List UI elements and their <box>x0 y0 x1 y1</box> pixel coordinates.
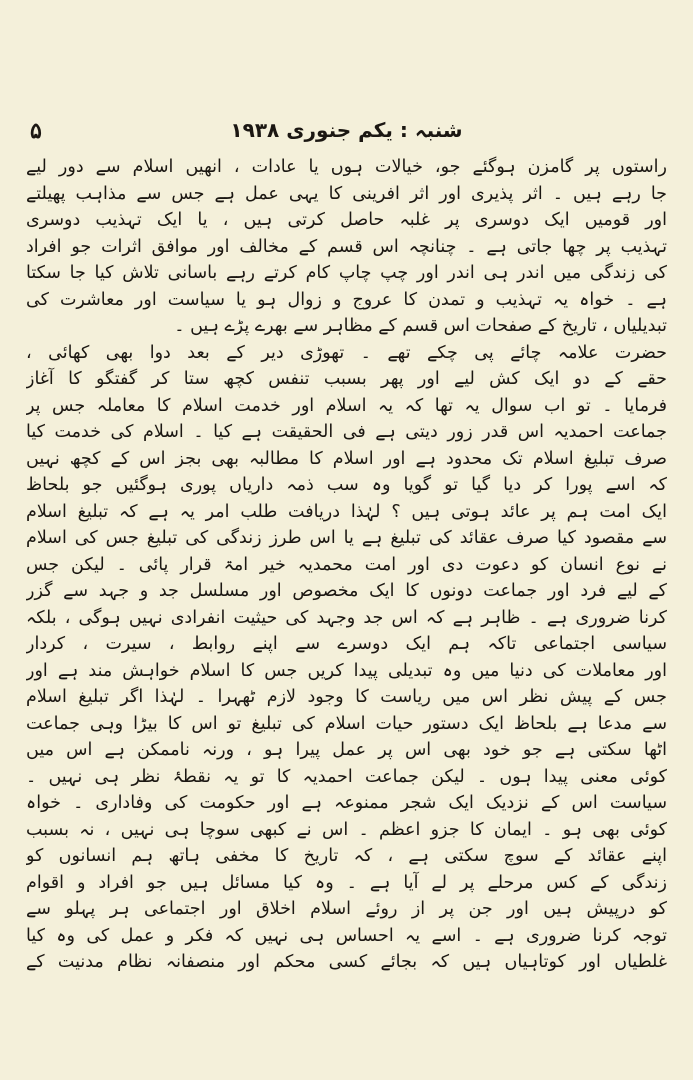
text-line: کہ اسے پورا کر دیا گیا تو گویا وہ سب ذمہ داریاں پوری ہوگئیں جو بلحاظ <box>26 475 667 495</box>
text-line: حقے کے دو ایک کش لیے اور پھر بسبب تنفس کچھ ستا کر گفتگو کا آغاز <box>26 369 667 389</box>
text-line: راستوں پر گامزن ہوگئے جو، خیالات ہوں یا عادات ، انھیں اسلام سے دور لیے <box>26 157 667 177</box>
text-line: جماعت احمدیہ اس قدر زور دیتی ہے فی الحقیقت ہے کیا ۔ اسلام کی خدمت کیا <box>26 422 667 442</box>
body-text <box>26 154 667 976</box>
text-line: سے مقصود کیا صرف عقائد کی تبلیغ ہے یا اس طرز زندگی کی تبلیغ جس کی اسلام <box>26 528 667 548</box>
text-line: کی زندگی میں اندر ہی اندر اور چپ چاپ کام کرتے رہے باسانی تلاش کیا جا سکتا <box>26 263 667 283</box>
text-line: ہے ۔ خواہ یہ تہذیب و تمدن کا عروج و زوال ہو یا سیاست اور معاشرت کی <box>26 289 667 310</box>
text-line: جا رہے ہیں ۔ اثر پذیری اور اثر افرینی کا یہی عمل ہے جس سے مذاہب پھیلتے <box>26 183 667 204</box>
text-line: کوئی معنی پیدا ہوں ۔ لیکن جماعت احمدیہ کا تو یہ نقطۂ نظر ہی نہیں ۔ <box>26 766 667 787</box>
page-number: ۵ <box>30 118 42 144</box>
text-line: حضرت علامہ چائے پی چکے تھے ۔ تھوڑی دیر کے بعد دوا بھی کھائی ، <box>26 342 667 363</box>
text-line: جس کے پیش نظر اس میں ریاست کا وجود لازم ٹھہرا ۔ لہٰذا اگر تبلیغ اسلام <box>26 687 667 707</box>
text-line: اپنے عقائد کے سوچ سکتی ہے ، کہ تاریخ کا مخفی ہاتھ ہم انسانوں کو <box>26 846 667 866</box>
text-line: سیاست اس کے نزدیک ایک شجر ممنوعہ ہے اور حکومت کی وفاداری ۔ خواہ <box>26 793 667 813</box>
text-line: سے مدعا ہے بلحاظ ایک دستور حیات اسلام کی تبلیغ تو اس کا بیڑا وہی جماعت <box>26 713 667 734</box>
text-line: اٹھا سکتی ہے جو خود بھی اس پر عمل پیرا ہو ، ورنہ ناممکن ہے اس میں <box>26 740 667 760</box>
text-line: زندگی کے کس مرحلے پر لے آیا ہے ۔ وہ کیا مسائل ہیں جو افراد و اقوام <box>26 872 667 893</box>
text-line: سیاسی اجتماعی تاکہ ہم ایک دوسرے سے اپنے روابط ، سیرت ، کردار <box>26 634 667 654</box>
page-header <box>28 118 665 152</box>
paragraph-1 <box>26 154 667 340</box>
text-line: اور معاملات کی دنیا میں وہ تبدیلی پیدا کریں جس کا اسلام خواہش مند ہے اور <box>26 660 667 681</box>
text-line: کوئی بھی ہو ۔ ایمان کا جزو اعظم ۔ اس نے کبھی سوچا ہی نہیں ، نہ بسبب <box>26 819 667 840</box>
text-line: اور قومیں ایک دوسری پر غلبہ حاصل کرتی ہیں ، یا ایک تہذیب دوسری <box>26 210 667 230</box>
text-line: نے نوع انسان کو دعوت دی اور امت محمدیہ خیر امۃ قرار پائی ۔ لیکن جس <box>26 554 667 575</box>
text-line: فرمایا ۔ تو اب سوال یہ تھا کہ یہ اسلام اور خدمت اسلام کا معاملہ جس پر <box>26 395 667 416</box>
text-line: تہذیب پر چھا جاتی ہے ۔ چنانچہ اس قسم کے مخالف اور موافق اثرات جو افراد <box>26 236 667 257</box>
text-line: تبدیلیاں ، تاریخ کے صفحات اس قسم کے مظاہر سے بھرے پڑے ہیں ۔ <box>174 316 667 336</box>
text-line: توجہ کرنا ضروری ہے ۔ اسے یہ احساس ہی نہیں کہ فکر و عمل کی وہ کیا <box>26 925 667 946</box>
paragraph-2 <box>26 340 667 976</box>
text-line: غلطیاں اور کوتاہیاں ہیں کہ بجائے کسی محکم اور منصفانہ نظام مدنیت کے <box>26 952 667 972</box>
text-line: صرف تبلیغ اسلام تک محدود ہے اور اسلام کا مطالبہ بھی بجز اس کے کچھ نہیں <box>26 448 667 469</box>
text-line: کرنا ضروری ہے ۔ ظاہر ہے کہ اس جد وجہد کی حیثیت انفرادی نہیں ہوگی ، بلکہ <box>26 607 667 628</box>
header-title: شنبہ : یکم جنوری ۱۹۳۸ <box>230 118 463 142</box>
text-line: کے لیے فرد اور جماعت دونوں کا ایک مخصوص اور مسلسل جد و جہد سے گزر <box>26 581 667 601</box>
text-line: ایک امت ہم پر عائد ہوتی ہیں ؟ لہٰذا دریافت طلب امر یہ ہے کہ تبلیغ اسلام <box>26 501 667 522</box>
text-line: کو درپیش ہیں اور جن پر از روئے اسلام اخلاق اور اجتماعی ہر پہلو سے <box>26 899 667 919</box>
